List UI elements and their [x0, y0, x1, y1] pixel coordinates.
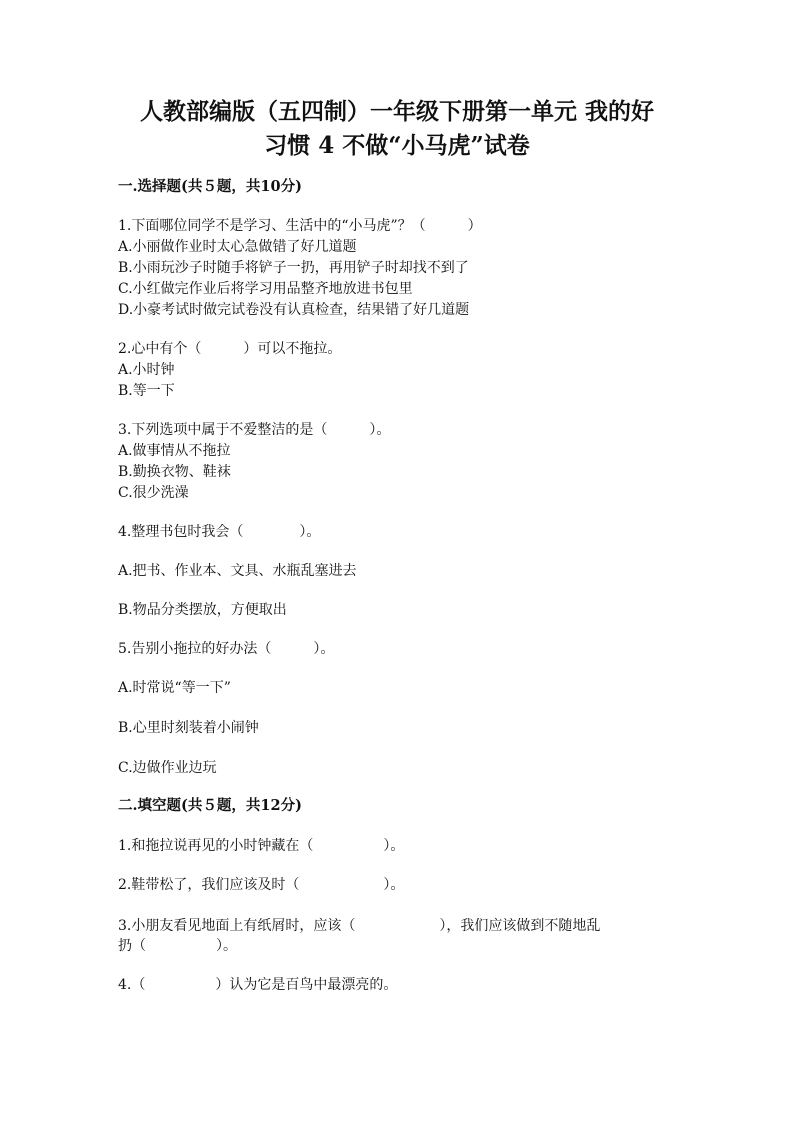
answer-option: B.心里时刻装着小闹钟	[118, 720, 259, 736]
answer-option: A.小丽做作业时太心急做错了好几道题	[118, 239, 357, 255]
answer-option: C.很少洗澡	[118, 485, 189, 501]
answer-option: D.小豪考试时做完试卷没有认真检查，结果错了好几道题	[118, 302, 470, 318]
answer-option: B.勤换衣物、鞋袜	[118, 464, 231, 480]
answer-option: B.等一下	[118, 383, 175, 399]
question-stem-continued: 扔（ ）。	[118, 938, 237, 954]
question-stem: 3.下列选项中属于不爱整洁的是（ ）。	[118, 422, 391, 438]
answer-option: C.边做作业边玩	[118, 760, 217, 776]
question-stem: 5.告别小拖拉的好办法（ ）。	[118, 641, 335, 657]
answer-option: A.做事情从不拖拉	[118, 443, 231, 459]
answer-option: A.小时钟	[118, 362, 175, 378]
answer-option: A.把书、作业本、文具、水瓶乱塞进去	[118, 563, 357, 579]
question-stem: 1.和拖拉说再见的小时钟藏在（ ）。	[118, 838, 405, 854]
answer-option: C.小红做完作业后将学习用品整齐地放进书包里	[118, 281, 413, 297]
answer-option: B.小雨玩沙子时随手将铲子一扔，再用铲子时却找不到了	[118, 260, 469, 276]
question-stem: 4.（ ）认为它是百鸟中最漂亮的。	[118, 977, 398, 993]
question-stem: 2.心中有个（ ）可以不拖拉。	[118, 341, 342, 357]
question-stem: 2.鞋带松了，我们应该及时（ ）。	[118, 877, 405, 893]
question-stem: 1.下面哪位同学不是学习、生活中的“小马虎”？（ ）	[118, 218, 482, 234]
question-stem: 4.整理书包时我会（ ）。	[118, 524, 321, 540]
exam-title-line-2: 习惯 4 不做“小马虎”试卷	[264, 132, 530, 159]
question-stem: 3.小朋友看见地面上有纸屑时，应该（ ），我们应该做到不随地乱	[118, 918, 601, 934]
section-heading-fill-blank: 二.填空题(共５题，共12分)	[118, 797, 302, 814]
exam-title-line-1: 人教部编版（五四制）一年级下册第一单元 我的好	[139, 98, 654, 125]
answer-option: B.物品分类摆放，方便取出	[118, 602, 287, 618]
section-heading-choice: 一.选择题(共５题，共10分)	[118, 178, 302, 195]
answer-option: A.时常说“等一下”	[118, 680, 231, 696]
